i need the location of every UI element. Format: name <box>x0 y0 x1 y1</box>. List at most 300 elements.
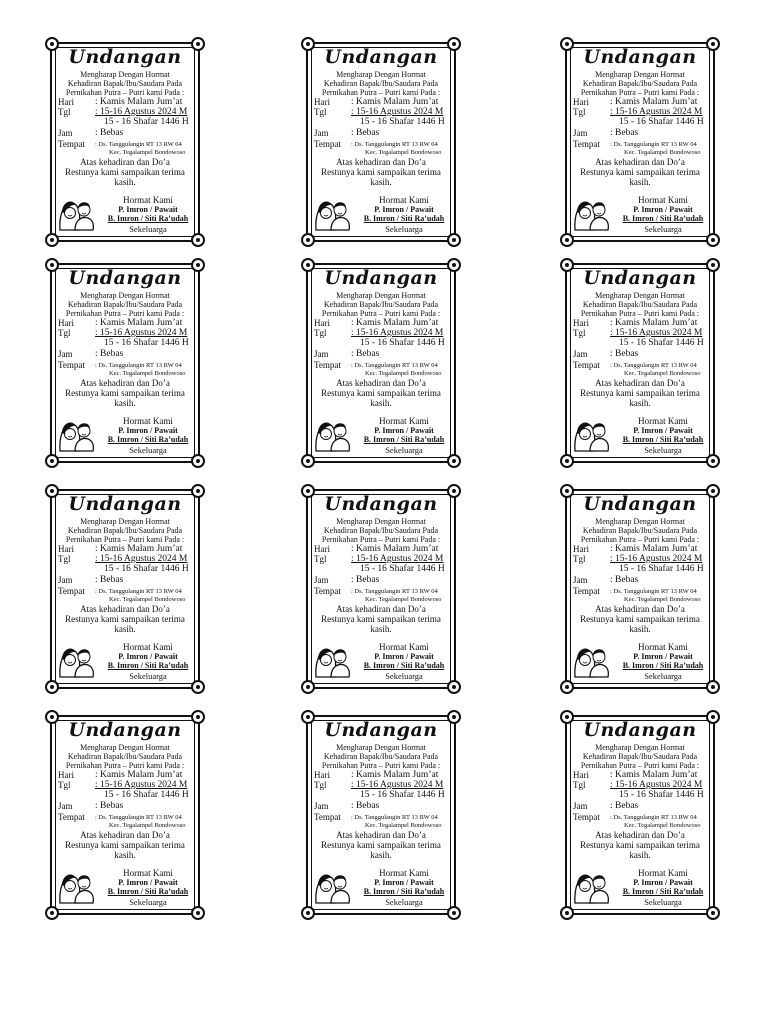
tempat-value-2: Kec. Tegalampel Bondowoso <box>109 596 186 603</box>
couple-illustration-icon <box>56 413 96 453</box>
corner-ornament-icon <box>301 454 315 468</box>
parents-names: P. Imron / Pawait <box>633 426 693 435</box>
tgl-label: Tgl <box>314 328 327 338</box>
parents-names: P. Imron / Pawait <box>118 652 178 661</box>
tgl-value-masehi: : 15-16 Agustus 2024 M <box>95 780 188 790</box>
intro-line-3: Pernikahan Putra – Putri kami Pada : <box>321 88 441 97</box>
closing-line-3: kasih. <box>114 398 136 408</box>
intro-line-1: Mengharap Dengan Hormat <box>336 743 426 752</box>
corner-ornament-icon <box>301 233 315 247</box>
hari-label: Hari <box>314 770 330 780</box>
intro-line-1: Mengharap Dengan Hormat <box>80 291 170 300</box>
closing-line-2: Restunya kami sampaikan terima <box>65 167 185 177</box>
jam-label: Jam <box>58 349 73 359</box>
invitation-card <box>565 715 715 915</box>
hari-value: : Kamis Malam Jum’at <box>95 97 183 107</box>
invitation-card <box>565 42 715 242</box>
tgl-value-hijri: 15 - 16 Shafar 1446 H <box>619 117 704 127</box>
closing-line-1: Atas kehadiran dan Do’a <box>336 378 426 388</box>
tgl-value-masehi: : 15-16 Agustus 2024 M <box>610 107 703 117</box>
closing-line-3: kasih. <box>629 177 651 187</box>
tempat-label: Tempat <box>58 586 85 596</box>
tgl-value-hijri: 15 - 16 Shafar 1446 H <box>104 338 189 348</box>
tgl-label: Tgl <box>573 554 586 564</box>
couple-illustration-icon <box>312 192 352 232</box>
family-sign: Sekeluarga <box>644 897 682 907</box>
hari-label: Hari <box>573 318 589 328</box>
couple-names: B. Imron / Siti Ra’udah <box>107 435 189 444</box>
tgl-value-hijri: 15 - 16 Shafar 1446 H <box>360 338 445 348</box>
tempat-value-2: Kec. Tegalampel Bondowoso <box>624 596 701 603</box>
tempat-value-1: : Ds. Tanggulangin RT 13 RW 04 <box>610 362 697 369</box>
hormat-kami: Hormat Kami <box>638 195 688 205</box>
hari-label: Hari <box>58 97 74 107</box>
invitation-card <box>306 489 456 689</box>
intro-line-3: Pernikahan Putra – Putri kami Pada : <box>321 535 441 544</box>
jam-value: : Bebas <box>351 575 380 585</box>
couple-names: B. Imron / Siti Ra’udah <box>622 661 704 670</box>
tempat-value-1: : Ds. Tanggulangin RT 13 RW 04 <box>95 362 182 369</box>
tempat-label: Tempat <box>314 139 341 149</box>
tempat-label: Tempat <box>573 139 600 149</box>
closing-line-3: kasih. <box>629 398 651 408</box>
parents-names: P. Imron / Pawait <box>374 878 434 887</box>
jam-label: Jam <box>573 349 588 359</box>
hari-label: Hari <box>314 318 330 328</box>
hormat-kami: Hormat Kami <box>638 868 688 878</box>
hari-value: : Kamis Malam Jum’at <box>95 544 183 554</box>
parents-names: P. Imron / Pawait <box>374 652 434 661</box>
tgl-value-hijri: 15 - 16 Shafar 1446 H <box>360 564 445 574</box>
corner-ornament-icon <box>45 680 59 694</box>
hormat-kami: Hormat Kami <box>638 642 688 652</box>
closing-line-3: kasih. <box>114 850 136 860</box>
closing-line-3: kasih. <box>370 177 392 187</box>
tgl-value-masehi: : 15-16 Agustus 2024 M <box>95 328 188 338</box>
tempat-value-2: Kec. Tegalampel Bondowoso <box>365 596 442 603</box>
invitation-card <box>50 263 200 463</box>
hormat-kami: Hormat Kami <box>379 195 429 205</box>
corner-ornament-icon <box>191 680 205 694</box>
couple-illustration-icon <box>56 192 96 232</box>
closing-line-2: Restunya kami sampaikan terima <box>321 388 441 398</box>
tgl-value-hijri: 15 - 16 Shafar 1446 H <box>104 564 189 574</box>
card-title: Undangan <box>68 493 182 515</box>
closing-line-2: Restunya kami sampaikan terima <box>321 840 441 850</box>
hari-value: : Kamis Malam Jum’at <box>351 318 439 328</box>
closing-line-1: Atas kehadiran dan Do’a <box>80 604 170 614</box>
tgl-value-masehi: : 15-16 Agustus 2024 M <box>351 328 444 338</box>
tempat-value-2: Kec. Tegalampel Bondowoso <box>109 149 186 156</box>
closing-line-2: Restunya kami sampaikan terima <box>580 614 700 624</box>
intro-line-3: Pernikahan Putra – Putri kami Pada : <box>580 88 700 97</box>
tgl-value-hijri: 15 - 16 Shafar 1446 H <box>619 338 704 348</box>
family-sign: Sekeluarga <box>644 671 682 681</box>
couple-names: B. Imron / Siti Ra’udah <box>363 661 445 670</box>
corner-ornament-icon <box>447 233 461 247</box>
tgl-value-masehi: : 15-16 Agustus 2024 M <box>95 107 188 117</box>
invitation-card <box>50 715 200 915</box>
tempat-value-2: Kec. Tegalampel Bondowoso <box>109 370 186 377</box>
intro-line-3: Pernikahan Putra – Putri kami Pada : <box>65 761 185 770</box>
tempat-value-1: : Ds. Tanggulangin RT 13 RW 04 <box>610 588 697 595</box>
hari-label: Hari <box>58 770 74 780</box>
couple-illustration-icon <box>571 865 611 905</box>
tempat-value-1: : Ds. Tanggulangin RT 13 RW 04 <box>351 814 438 821</box>
family-sign: Sekeluarga <box>644 445 682 455</box>
corner-ornament-icon <box>45 906 59 920</box>
tgl-label: Tgl <box>58 107 71 117</box>
corner-ornament-icon <box>706 906 720 920</box>
card-title: Undangan <box>68 46 182 68</box>
tempat-value-1: : Ds. Tanggulangin RT 13 RW 04 <box>610 141 697 148</box>
tempat-label: Tempat <box>314 586 341 596</box>
family-sign: Sekeluarga <box>129 224 167 234</box>
corner-ornament-icon <box>191 233 205 247</box>
tempat-value-2: Kec. Tegalampel Bondowoso <box>624 149 701 156</box>
hormat-kami: Hormat Kami <box>638 416 688 426</box>
closing-line-3: kasih. <box>370 850 392 860</box>
intro-line-3: Pernikahan Putra – Putri kami Pada : <box>65 309 185 318</box>
family-sign: Sekeluarga <box>385 445 423 455</box>
tgl-value-masehi: : 15-16 Agustus 2024 M <box>351 780 444 790</box>
couple-names: B. Imron / Siti Ra’udah <box>107 661 189 670</box>
parents-names: P. Imron / Pawait <box>118 878 178 887</box>
family-sign: Sekeluarga <box>644 224 682 234</box>
tgl-label: Tgl <box>314 107 327 117</box>
family-sign: Sekeluarga <box>385 224 423 234</box>
jam-value: : Bebas <box>95 575 124 585</box>
tgl-value-hijri: 15 - 16 Shafar 1446 H <box>619 564 704 574</box>
intro-line-1: Mengharap Dengan Hormat <box>595 743 685 752</box>
tempat-value-2: Kec. Tegalampel Bondowoso <box>109 822 186 829</box>
tempat-label: Tempat <box>58 812 85 822</box>
tgl-value-hijri: 15 - 16 Shafar 1446 H <box>360 790 445 800</box>
jam-value: : Bebas <box>95 349 124 359</box>
hormat-kami: Hormat Kami <box>379 642 429 652</box>
closing-line-2: Restunya kami sampaikan terima <box>580 388 700 398</box>
card-title: Undangan <box>583 493 697 515</box>
corner-ornament-icon <box>447 680 461 694</box>
tempat-value-1: : Ds. Tanggulangin RT 13 RW 04 <box>351 588 438 595</box>
hormat-kami: Hormat Kami <box>123 642 173 652</box>
couple-names: B. Imron / Siti Ra’udah <box>363 214 445 223</box>
intro-line-3: Pernikahan Putra – Putri kami Pada : <box>65 88 185 97</box>
corner-ornament-icon <box>560 906 574 920</box>
tgl-label: Tgl <box>314 780 327 790</box>
tempat-value-1: : Ds. Tanggulangin RT 13 RW 04 <box>351 141 438 148</box>
hormat-kami: Hormat Kami <box>379 868 429 878</box>
tgl-value-hijri: 15 - 16 Shafar 1446 H <box>360 117 445 127</box>
tempat-label: Tempat <box>573 586 600 596</box>
tempat-value-2: Kec. Tegalampel Bondowoso <box>365 149 442 156</box>
closing-line-1: Atas kehadiran dan Do’a <box>595 378 685 388</box>
closing-line-2: Restunya kami sampaikan terima <box>65 614 185 624</box>
invitation-card <box>306 42 456 242</box>
invitation-card <box>50 489 200 689</box>
closing-line-3: kasih. <box>629 624 651 634</box>
family-sign: Sekeluarga <box>129 897 167 907</box>
jam-label: Jam <box>314 801 329 811</box>
jam-value: : Bebas <box>610 349 639 359</box>
family-sign: Sekeluarga <box>129 671 167 681</box>
card-title: Undangan <box>583 46 697 68</box>
corner-ornament-icon <box>45 454 59 468</box>
hari-value: : Kamis Malam Jum’at <box>95 770 183 780</box>
jam-label: Jam <box>314 575 329 585</box>
tempat-label: Tempat <box>573 812 600 822</box>
tempat-value-1: : Ds. Tanggulangin RT 13 RW 04 <box>95 814 182 821</box>
intro-line-1: Mengharap Dengan Hormat <box>336 70 426 79</box>
hari-value: : Kamis Malam Jum’at <box>610 544 698 554</box>
couple-illustration-icon <box>571 413 611 453</box>
corner-ornament-icon <box>45 233 59 247</box>
closing-line-1: Atas kehadiran dan Do’a <box>336 604 426 614</box>
hari-label: Hari <box>58 318 74 328</box>
couple-names: B. Imron / Siti Ra’udah <box>363 435 445 444</box>
tgl-value-masehi: : 15-16 Agustus 2024 M <box>610 328 703 338</box>
hormat-kami: Hormat Kami <box>123 416 173 426</box>
closing-line-1: Atas kehadiran dan Do’a <box>336 830 426 840</box>
tempat-label: Tempat <box>573 360 600 370</box>
jam-value: : Bebas <box>351 349 380 359</box>
intro-line-3: Pernikahan Putra – Putri kami Pada : <box>580 309 700 318</box>
intro-line-1: Mengharap Dengan Hormat <box>80 517 170 526</box>
tempat-value-2: Kec. Tegalampel Bondowoso <box>624 370 701 377</box>
tgl-value-hijri: 15 - 16 Shafar 1446 H <box>104 790 189 800</box>
invitation-card <box>565 263 715 463</box>
tempat-label: Tempat <box>58 360 85 370</box>
parents-names: P. Imron / Pawait <box>374 205 434 214</box>
intro-line-2: Kehadiran Bapak/Ibu/Saudara Pada <box>323 752 439 761</box>
closing-line-2: Restunya kami sampaikan terima <box>580 167 700 177</box>
jam-value: : Bebas <box>610 801 639 811</box>
closing-line-2: Restunya kami sampaikan terima <box>321 614 441 624</box>
closing-line-3: kasih. <box>370 398 392 408</box>
intro-line-1: Mengharap Dengan Hormat <box>595 291 685 300</box>
couple-names: B. Imron / Siti Ra’udah <box>622 887 704 896</box>
closing-line-1: Atas kehadiran dan Do’a <box>595 830 685 840</box>
jam-label: Jam <box>573 801 588 811</box>
closing-line-1: Atas kehadiran dan Do’a <box>80 830 170 840</box>
couple-names: B. Imron / Siti Ra’udah <box>107 214 189 223</box>
closing-line-1: Atas kehadiran dan Do’a <box>595 604 685 614</box>
intro-line-3: Pernikahan Putra – Putri kami Pada : <box>65 535 185 544</box>
closing-line-2: Restunya kami sampaikan terima <box>321 167 441 177</box>
jam-value: : Bebas <box>351 128 380 138</box>
hormat-kami: Hormat Kami <box>379 416 429 426</box>
intro-line-3: Pernikahan Putra – Putri kami Pada : <box>321 309 441 318</box>
parents-names: P. Imron / Pawait <box>374 426 434 435</box>
hari-label: Hari <box>573 97 589 107</box>
corner-ornament-icon <box>560 233 574 247</box>
family-sign: Sekeluarga <box>385 671 423 681</box>
intro-line-2: Kehadiran Bapak/Ibu/Saudara Pada <box>323 526 439 535</box>
tempat-value-2: Kec. Tegalampel Bondowoso <box>624 822 701 829</box>
tempat-value-1: : Ds. Tanggulangin RT 13 RW 04 <box>610 814 697 821</box>
intro-line-2: Kehadiran Bapak/Ibu/Saudara Pada <box>67 300 183 309</box>
parents-names: P. Imron / Pawait <box>118 205 178 214</box>
corner-ornament-icon <box>301 906 315 920</box>
parents-names: P. Imron / Pawait <box>118 426 178 435</box>
closing-line-2: Restunya kami sampaikan terima <box>65 388 185 398</box>
couple-names: B. Imron / Siti Ra’udah <box>107 887 189 896</box>
closing-line-3: kasih. <box>629 850 651 860</box>
couple-illustration-icon <box>312 865 352 905</box>
invitation-card <box>306 263 456 463</box>
corner-ornament-icon <box>706 454 720 468</box>
jam-label: Jam <box>314 128 329 138</box>
couple-illustration-icon <box>571 192 611 232</box>
intro-line-2: Kehadiran Bapak/Ibu/Saudara Pada <box>67 752 183 761</box>
intro-line-1: Mengharap Dengan Hormat <box>595 70 685 79</box>
corner-ornament-icon <box>447 906 461 920</box>
closing-line-3: kasih. <box>114 624 136 634</box>
intro-line-1: Mengharap Dengan Hormat <box>595 517 685 526</box>
invitation-card <box>565 489 715 689</box>
closing-line-2: Restunya kami sampaikan terima <box>65 840 185 850</box>
couple-names: B. Imron / Siti Ra’udah <box>363 887 445 896</box>
jam-value: : Bebas <box>610 575 639 585</box>
hari-value: : Kamis Malam Jum’at <box>351 770 439 780</box>
tempat-value-2: Kec. Tegalampel Bondowoso <box>365 822 442 829</box>
tgl-label: Tgl <box>573 328 586 338</box>
hari-value: : Kamis Malam Jum’at <box>610 318 698 328</box>
tgl-value-hijri: 15 - 16 Shafar 1446 H <box>104 117 189 127</box>
tgl-label: Tgl <box>573 780 586 790</box>
tgl-value-hijri: 15 - 16 Shafar 1446 H <box>619 790 704 800</box>
family-sign: Sekeluarga <box>385 897 423 907</box>
hari-label: Hari <box>573 770 589 780</box>
tempat-value-1: : Ds. Tanggulangin RT 13 RW 04 <box>95 588 182 595</box>
card-title: Undangan <box>583 267 697 289</box>
intro-line-2: Kehadiran Bapak/Ibu/Saudara Pada <box>582 526 698 535</box>
hari-label: Hari <box>573 544 589 554</box>
intro-line-1: Mengharap Dengan Hormat <box>80 743 170 752</box>
hormat-kami: Hormat Kami <box>123 868 173 878</box>
hari-label: Hari <box>314 97 330 107</box>
intro-line-2: Kehadiran Bapak/Ibu/Saudara Pada <box>323 300 439 309</box>
hari-value: : Kamis Malam Jum’at <box>351 97 439 107</box>
intro-line-2: Kehadiran Bapak/Ibu/Saudara Pada <box>582 79 698 88</box>
hari-value: : Kamis Malam Jum’at <box>95 318 183 328</box>
intro-line-2: Kehadiran Bapak/Ibu/Saudara Pada <box>582 300 698 309</box>
jam-label: Jam <box>573 128 588 138</box>
family-sign: Sekeluarga <box>129 445 167 455</box>
intro-line-2: Kehadiran Bapak/Ibu/Saudara Pada <box>67 526 183 535</box>
tgl-value-masehi: : 15-16 Agustus 2024 M <box>610 554 703 564</box>
hari-label: Hari <box>314 544 330 554</box>
hari-value: : Kamis Malam Jum’at <box>610 97 698 107</box>
tempat-value-1: : Ds. Tanggulangin RT 13 RW 04 <box>351 362 438 369</box>
parents-names: P. Imron / Pawait <box>633 205 693 214</box>
intro-line-3: Pernikahan Putra – Putri kami Pada : <box>321 761 441 770</box>
card-title: Undangan <box>68 267 182 289</box>
hari-value: : Kamis Malam Jum’at <box>351 544 439 554</box>
tgl-label: Tgl <box>58 554 71 564</box>
tgl-value-masehi: : 15-16 Agustus 2024 M <box>351 554 444 564</box>
closing-line-1: Atas kehadiran dan Do’a <box>80 157 170 167</box>
tgl-value-masehi: : 15-16 Agustus 2024 M <box>351 107 444 117</box>
closing-line-1: Atas kehadiran dan Do’a <box>80 378 170 388</box>
corner-ornament-icon <box>706 233 720 247</box>
intro-line-2: Kehadiran Bapak/Ibu/Saudara Pada <box>67 79 183 88</box>
jam-label: Jam <box>58 801 73 811</box>
jam-label: Jam <box>573 575 588 585</box>
tempat-label: Tempat <box>314 812 341 822</box>
jam-label: Jam <box>58 575 73 585</box>
corner-ornament-icon <box>191 906 205 920</box>
parents-names: P. Imron / Pawait <box>633 652 693 661</box>
tgl-label: Tgl <box>573 107 586 117</box>
card-title: Undangan <box>324 46 438 68</box>
card-title: Undangan <box>324 267 438 289</box>
card-title: Undangan <box>324 719 438 741</box>
corner-ornament-icon <box>447 454 461 468</box>
intro-line-3: Pernikahan Putra – Putri kami Pada : <box>580 761 700 770</box>
jam-value: : Bebas <box>95 128 124 138</box>
card-title: Undangan <box>583 719 697 741</box>
invitation-card <box>306 715 456 915</box>
corner-ornament-icon <box>706 680 720 694</box>
corner-ornament-icon <box>560 454 574 468</box>
couple-names: B. Imron / Siti Ra’udah <box>622 435 704 444</box>
tgl-value-masehi: : 15-16 Agustus 2024 M <box>95 554 188 564</box>
couple-illustration-icon <box>571 639 611 679</box>
jam-value: : Bebas <box>95 801 124 811</box>
intro-line-3: Pernikahan Putra – Putri kami Pada : <box>580 535 700 544</box>
hari-label: Hari <box>58 544 74 554</box>
corner-ornament-icon <box>191 454 205 468</box>
jam-value: : Bebas <box>351 801 380 811</box>
couple-illustration-icon <box>312 639 352 679</box>
couple-illustration-icon <box>312 413 352 453</box>
invitation-card <box>50 42 200 242</box>
intro-line-1: Mengharap Dengan Hormat <box>80 70 170 79</box>
intro-line-2: Kehadiran Bapak/Ibu/Saudara Pada <box>582 752 698 761</box>
hormat-kami: Hormat Kami <box>123 195 173 205</box>
intro-line-2: Kehadiran Bapak/Ibu/Saudara Pada <box>323 79 439 88</box>
parents-names: P. Imron / Pawait <box>633 878 693 887</box>
hari-value: : Kamis Malam Jum’at <box>610 770 698 780</box>
couple-names: B. Imron / Siti Ra’udah <box>622 214 704 223</box>
tempat-value-2: Kec. Tegalampel Bondowoso <box>365 370 442 377</box>
couple-illustration-icon <box>56 639 96 679</box>
jam-label: Jam <box>58 128 73 138</box>
tgl-label: Tgl <box>58 328 71 338</box>
tgl-value-masehi: : 15-16 Agustus 2024 M <box>610 780 703 790</box>
jam-value: : Bebas <box>610 128 639 138</box>
closing-line-1: Atas kehadiran dan Do’a <box>336 157 426 167</box>
closing-line-3: kasih. <box>370 624 392 634</box>
closing-line-2: Restunya kami sampaikan terima <box>580 840 700 850</box>
jam-label: Jam <box>314 349 329 359</box>
tgl-label: Tgl <box>58 780 71 790</box>
tempat-label: Tempat <box>58 139 85 149</box>
card-title: Undangan <box>324 493 438 515</box>
corner-ornament-icon <box>560 680 574 694</box>
closing-line-1: Atas kehadiran dan Do’a <box>595 157 685 167</box>
card-title: Undangan <box>68 719 182 741</box>
intro-line-1: Mengharap Dengan Hormat <box>336 291 426 300</box>
tempat-value-1: : Ds. Tanggulangin RT 13 RW 04 <box>95 141 182 148</box>
corner-ornament-icon <box>301 680 315 694</box>
tgl-label: Tgl <box>314 554 327 564</box>
intro-line-1: Mengharap Dengan Hormat <box>336 517 426 526</box>
tempat-label: Tempat <box>314 360 341 370</box>
couple-illustration-icon <box>56 865 96 905</box>
closing-line-3: kasih. <box>114 177 136 187</box>
